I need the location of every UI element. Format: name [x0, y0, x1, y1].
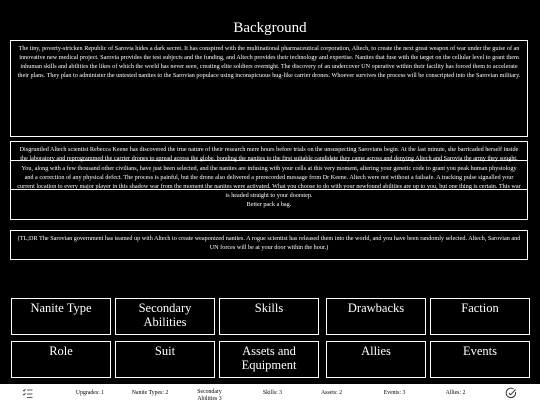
assets-and-equipment-button[interactable]: Assets and Equipment	[219, 341, 319, 378]
nanite-types-count: Nanite Types: 2	[131, 390, 169, 396]
role-button[interactable]: Role	[11, 341, 111, 378]
allies-button[interactable]: Allies	[326, 341, 426, 378]
allies-count: Allies: 2	[445, 390, 466, 396]
nanite-type-button[interactable]: Nanite Type	[11, 298, 111, 335]
list-checks-icon[interactable]	[22, 388, 33, 399]
events-button[interactable]: Events	[430, 341, 530, 378]
events-count: Events: 3	[383, 390, 406, 396]
background-text-3: You, along with a few thousand other civilians, have just been selected, and the nanites are infusing with your cells at this very moment, altering your genetic code to grant you peak human physiology and a correction of any physical defect. The process is painful, but the drone also delivered a prerecorded message from Dr Keene. Altech were not without a failsafe. A tracking pulse signalled your current location to every major player in this shadow war from the moment the nanites were activated. What you choose to do with your newfound abilities are up to you, but one thing is certain. This war is headed straight to your doorstep.	[17, 165, 521, 199]
tldr-panel	[10, 230, 528, 260]
suit-button[interactable]: Suit	[115, 341, 215, 378]
check-circle-icon[interactable]	[505, 387, 517, 399]
secondary-abilities-button[interactable]: Secondary Abilities	[115, 298, 215, 335]
page-title: Background	[233, 20, 307, 36]
drawbacks-button[interactable]: Drawbacks	[326, 298, 426, 335]
background-text-1: The tiny, poverty-stricken Republic of Sarovia hides a dark secret. It has conspired with the multinational pharmaceutical corporation, Altech, to create the next great weapon of war under the guise of an innovative new medical project. Sarovia provides the test subjects and the funding, and Altech provides their technology and expertise. Nanites that fuse with the target on the cellular level to grant them inhuman skills and abilities the likes of which the world has never seen, creating elite soldiers overnight. The discovery of an undercover UN operative within their facility has forced them to accelerate their plans. They plan to administer the untested nanites to the Sarovian populace using inconspicuous bug-like carrier drones. Whoever survives the process will be conscripted into the Sarovian military.	[17, 45, 521, 79]
secondary-abilities-count: Secondary Abilities 3	[197, 389, 222, 402]
bottom-status-bar	[0, 384, 540, 405]
background-text-2: Disgruntled Altech scientist Rebecca Keene has discovered the true nature of their research mere hours before trials on the unsuspecting Sarovians begin. At the last minute, she barricaded herself inside the laboratory and reprogrammed the carrier drones to spread across the globe, bonding the nanites to the first suitable candidate they came across and denying Altech and Sarovia the army they sought.	[19, 146, 519, 162]
faction-button[interactable]: Faction	[430, 298, 530, 335]
background-panel-3	[10, 160, 528, 220]
skills-button[interactable]: Skills	[219, 298, 319, 335]
background-text-3-extra: Better pack a bag.	[246, 201, 292, 208]
tldr-text: (TL;DR The Sarovian government has teamed up with Altech to create weaponized nanites. A rogue scientist has released them into the world, and you have been randomly selected. Altech, Sarovian and UN forces will be at your door within the hour.)	[17, 235, 521, 251]
assets-count: Assets: 2	[320, 390, 343, 396]
skills-count: Skills: 3	[262, 390, 283, 396]
upgrades-count: Upgrades: 1	[75, 390, 105, 396]
background-panel-1	[10, 40, 528, 137]
